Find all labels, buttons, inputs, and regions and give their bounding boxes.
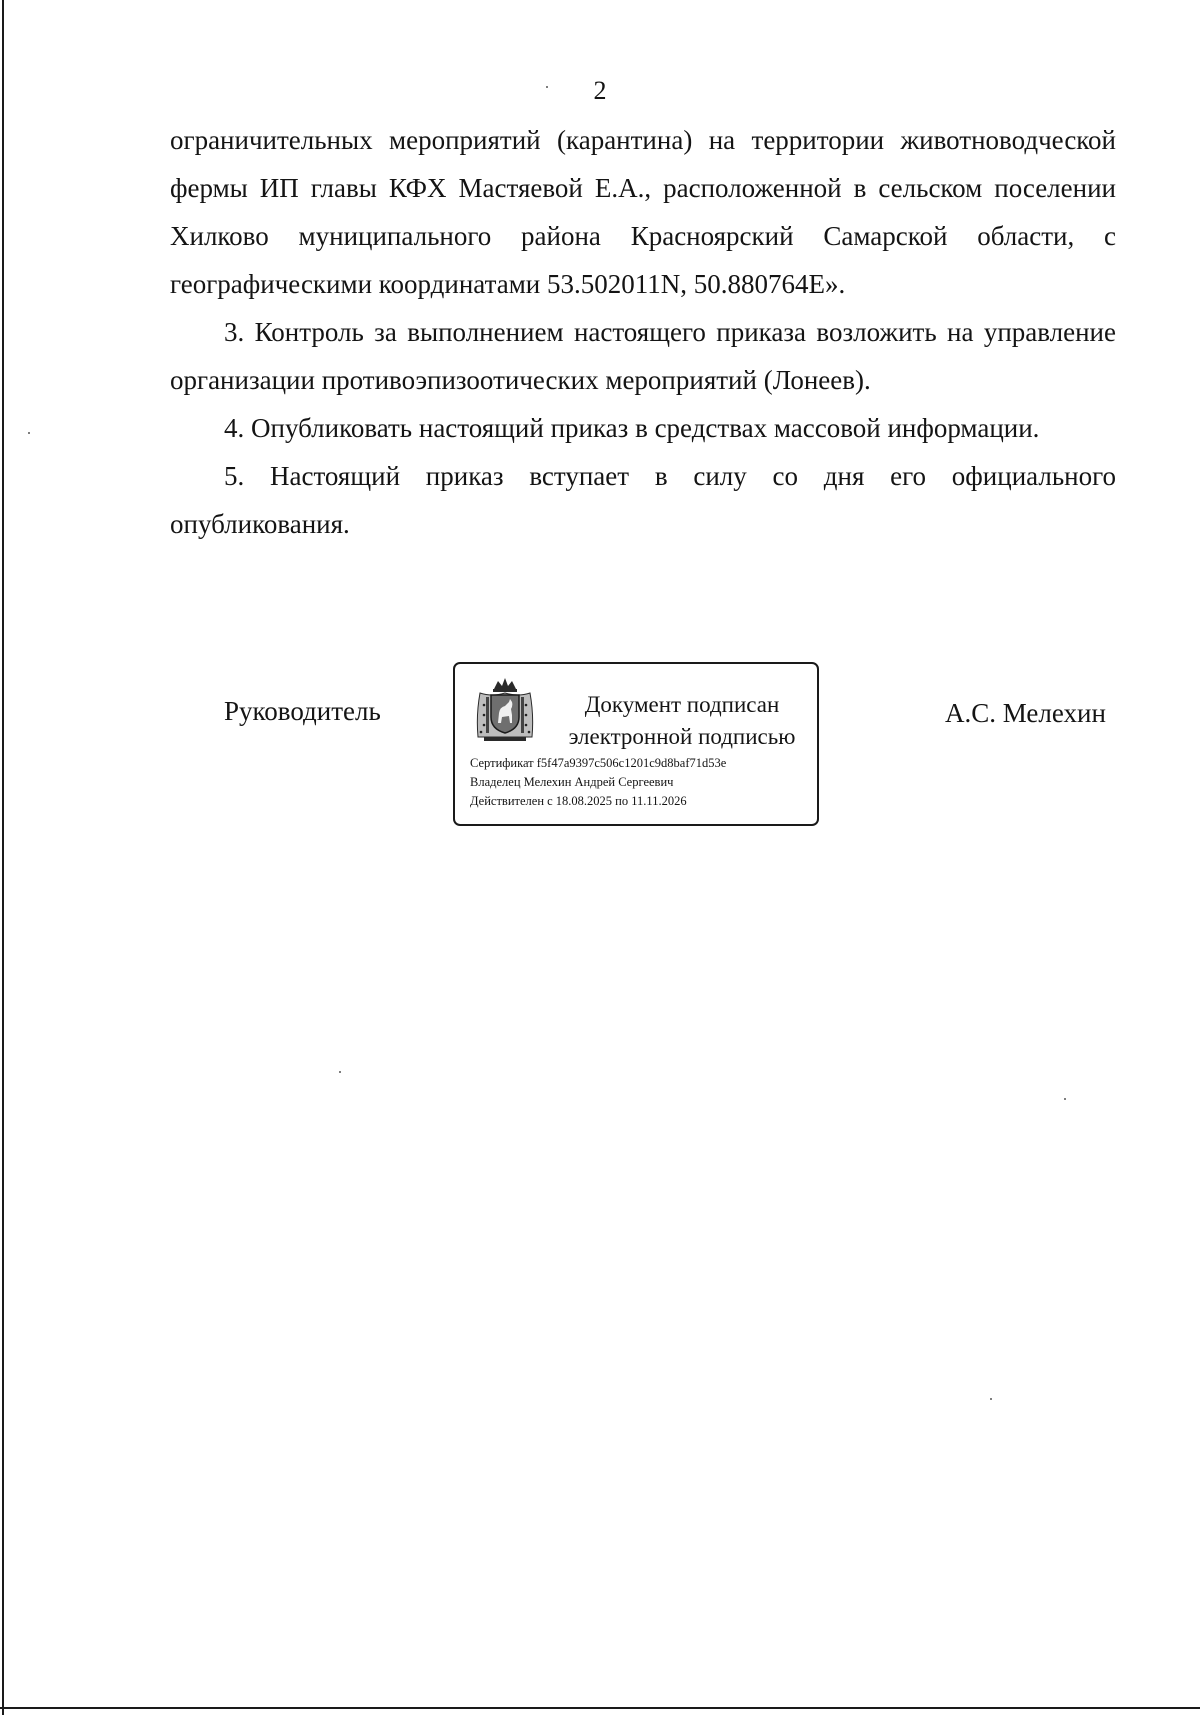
paragraph-item-4: 4. Опубликовать настоящий приказ в средствах массовой информации. xyxy=(224,413,1040,443)
stamp-title-line-2: электронной подписью xyxy=(568,724,796,749)
paragraph-item-5: 5. Настоящий приказ вступает в силу со дня его официального опубликования. xyxy=(170,461,1116,539)
signer-name: А.С. Мелехин xyxy=(945,698,1106,728)
scan-speck xyxy=(990,1398,992,1400)
stamp-title-line-1: Документ подписан xyxy=(584,692,780,717)
document-body xyxy=(170,116,1116,548)
scan-edge-bottom xyxy=(0,1707,1200,1709)
scan-speck xyxy=(546,86,548,88)
scan-speck xyxy=(339,1071,341,1073)
electronic-signature-stamp xyxy=(453,662,819,826)
scan-edge-left xyxy=(2,0,4,1715)
stamp-details xyxy=(470,754,726,811)
page-number: 2 xyxy=(593,76,607,105)
paragraph-continuation: ограничительных мероприятий (карантина) на территории животноводческой фермы ИП главы КФХ Мастяевой Е.А., расположенной в сельском поселении Хилково муниципального района Красноярский Самарской области, с географическими координатами 53.502011N, 50.880764E». xyxy=(170,125,1116,299)
scan-speck xyxy=(1064,1098,1066,1100)
paragraph-item-3: 3. Контроль за выполнением настоящего приказа возложить на управление организации противоэпизоотических мероприятий (Лонеев). xyxy=(170,317,1116,395)
certificate-number: Сертификат f5f47a9397c506c1201c9d8baf71d53e xyxy=(470,756,727,770)
certificate-validity: Действителен с 18.08.2025 по 11.11.2026 xyxy=(470,794,687,808)
samara-region-coat-of-arms-icon xyxy=(472,675,538,745)
scan-speck xyxy=(28,432,30,434)
stamp-title xyxy=(555,689,809,753)
signer-position: Руководитель xyxy=(224,696,381,726)
certificate-owner: Владелец Мелехин Андрей Сергеевич xyxy=(470,775,674,789)
